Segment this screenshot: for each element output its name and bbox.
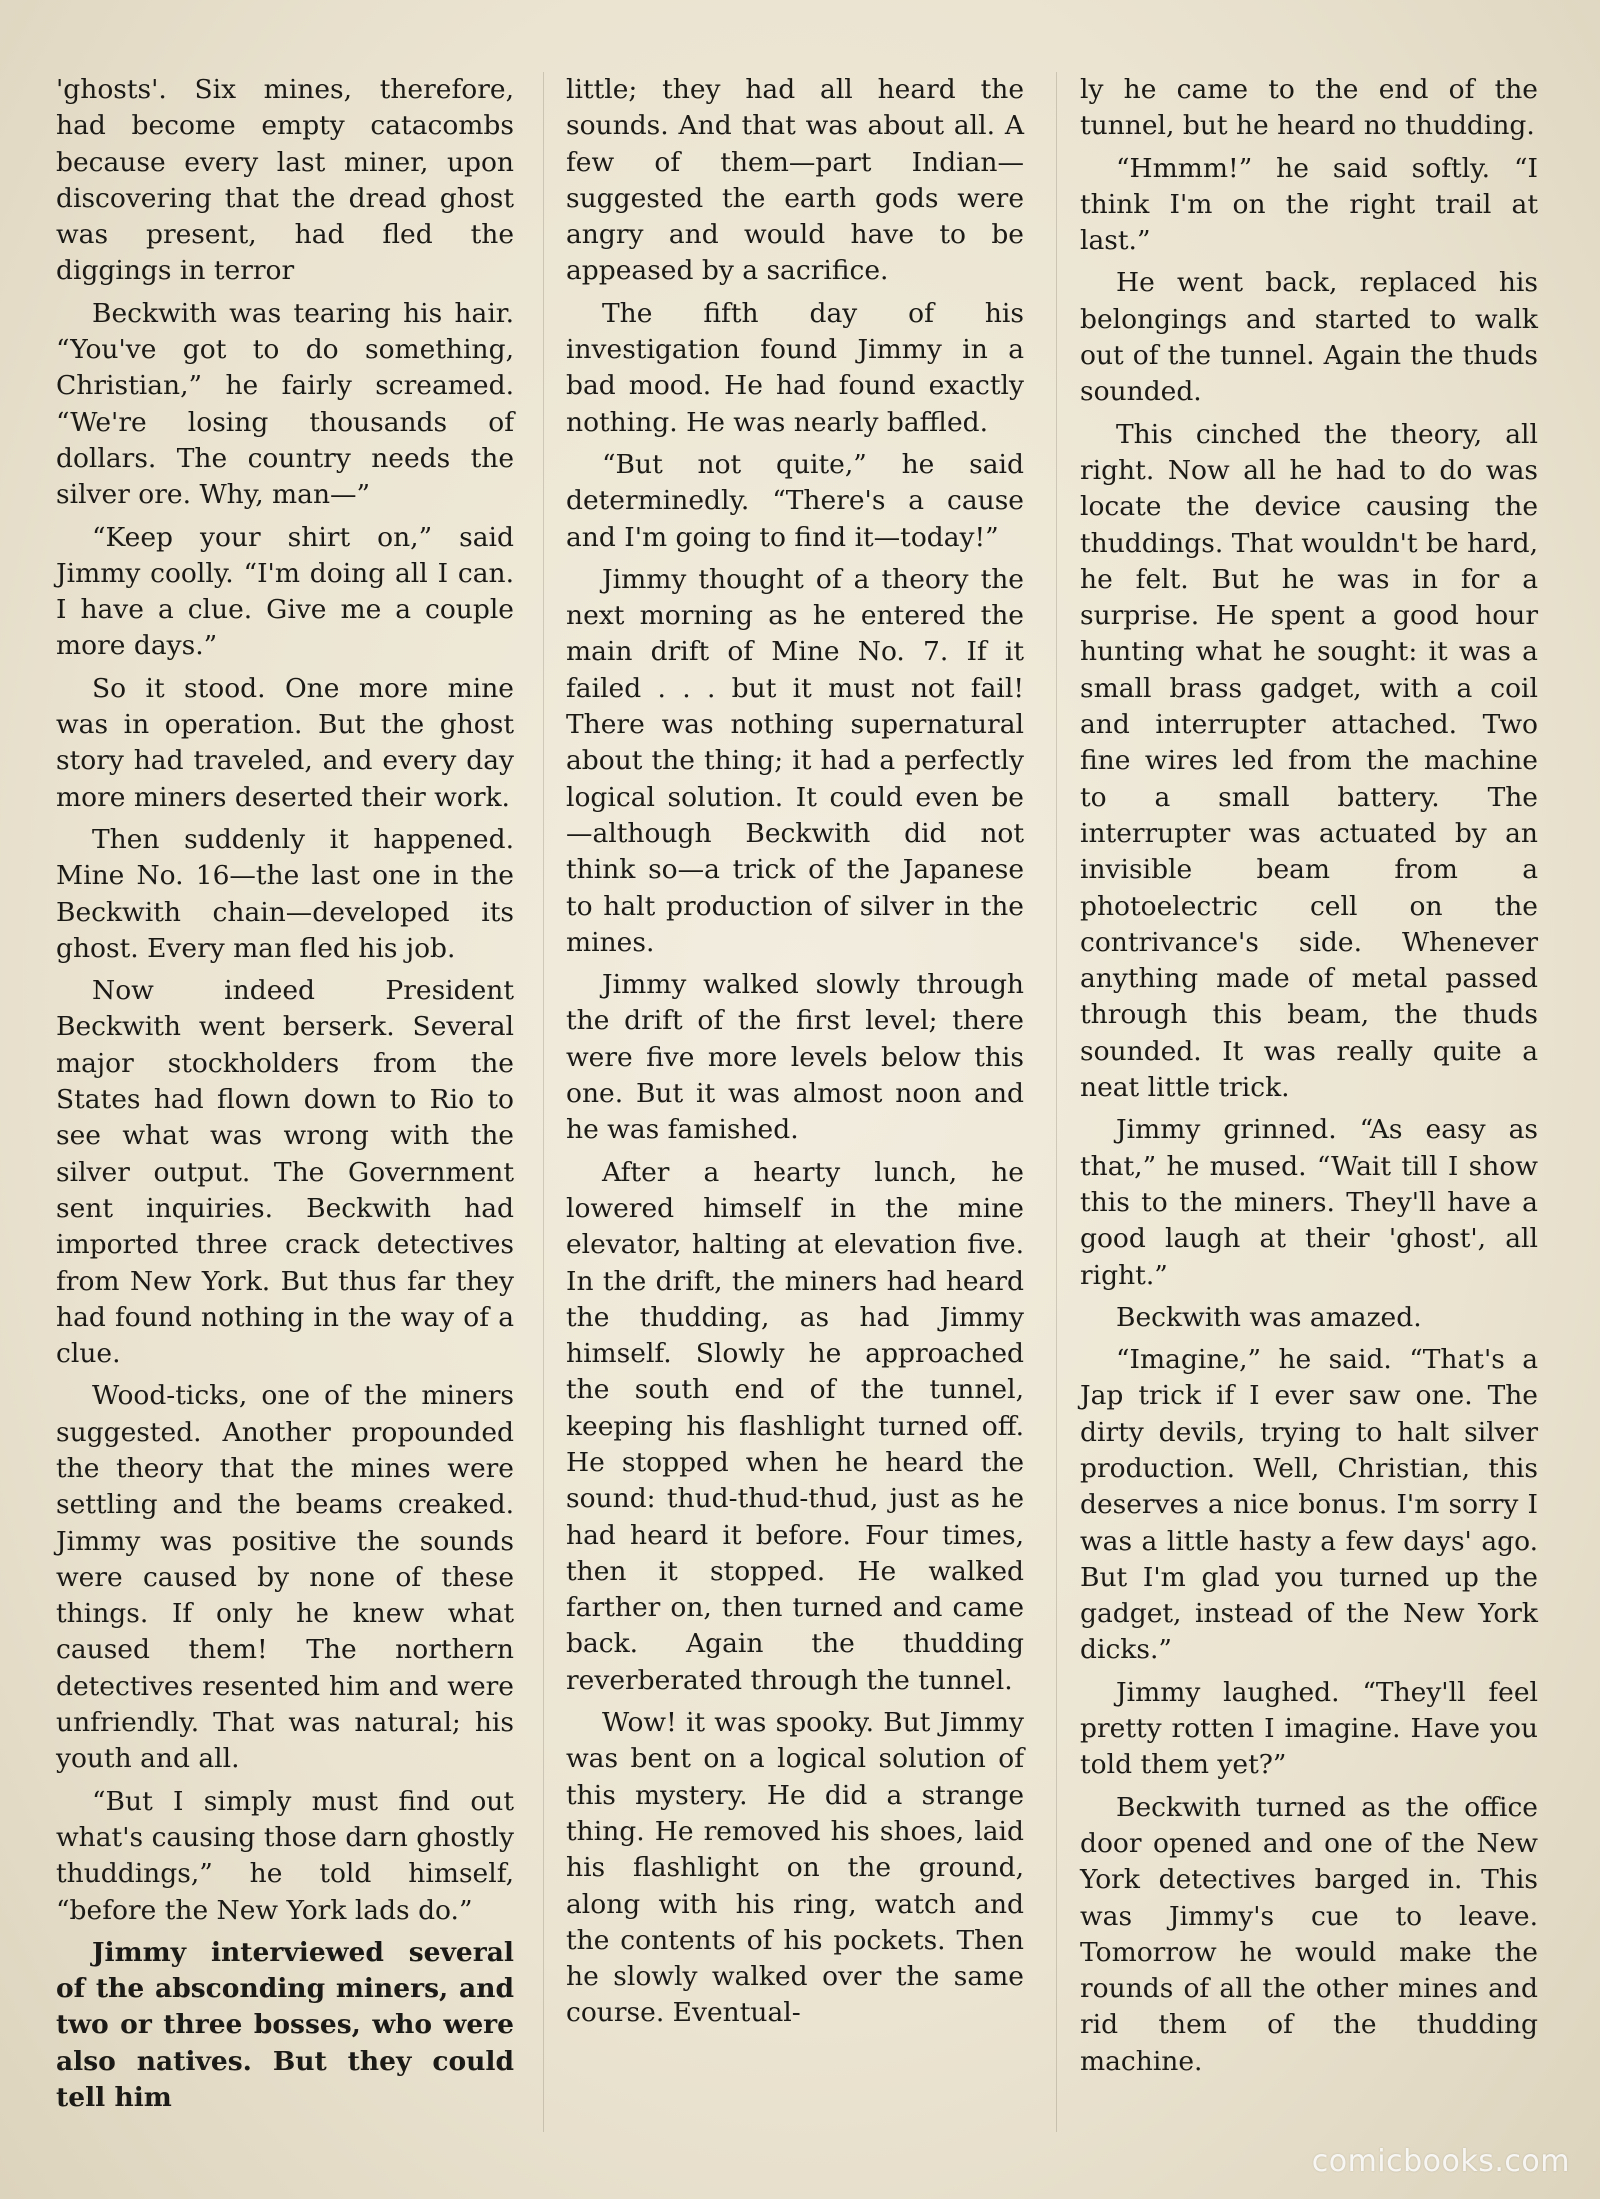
column-divider [1056, 72, 1057, 2132]
paragraph: Beckwith was amazed. [1116, 1301, 1422, 1333]
paragraph: Wow! it was spooky. But Jimmy was bent on a logical solution of this mystery. He did a strange thing. He removed his shoes, laid his flashlight on the ground, along with his ring, watch and the contents of his pockets. Then he slowly walked over the same course. Eventual- [566, 1707, 1024, 2029]
paragraph: Then suddenly it happened. Mine No. 16—the last one in the Beckwith chain—developed its ghost. Every man fled his job. [56, 823, 514, 964]
paragraph: little; they had all heard the sounds. And that was about all. A few of them—part Indian—suggested the earth gods were angry and would have to be appeased by a sacrifice. [566, 74, 1024, 287]
paragraph: Jimmy thought of a theory the next morning as he entered the main drift of Mine No. 7. If it failed . . . but it must not fail! There was nothing supernatural about the thing; it had a perfectly logical solution. It could even be—although Beckwith did not think so—a trick of the Japanese to halt production of silver in the mines. [566, 563, 1024, 958]
paragraph: Jimmy laughed. “They'll feel pretty rotten I imagine. Have you told them yet?” [1080, 1676, 1538, 1781]
column-divider [543, 72, 544, 2132]
text-column-3 [1080, 72, 1538, 2086]
paragraph: ly he came to the end of the tunnel, but he heard no thudding. [1080, 74, 1538, 142]
paragraph: This cinched the theory, all right. Now all he had to do was locate the device causing the thuddings. That wouldn't be hard, he felt. But he was in for a surprise. He spent a good hour hunting what he sought: it was a small brass gadget, with a coil and interrupter attached. Two fine wires led from the machine to a small battery. The interrupter was actuated by an invisible beam from a photoelectric cell on the contrivance's side. Whenever anything made of metal passed through this beam, the thuds sounded. It was really quite a neat little trick. [1080, 418, 1538, 1104]
paragraph: Beckwith turned as the office door opened and one of the New York detectives barged in. This was Jimmy's cue to leave. Tomorrow he would make the rounds of all the other mines and rid them of the thudding machine. [1080, 1791, 1538, 2077]
paragraph: “Hmmm!” he said softly. “I think I'm on the right trail at last.” [1080, 152, 1538, 257]
paragraph: 'ghosts'. Six mines, therefore, had become empty catacombs because every last miner, upon discovering that the dread ghost was present, had fled the diggings in terror [56, 74, 514, 287]
paragraph: He went back, replaced his belongings and started to walk out of the tunnel. Again the thuds sounded. [1080, 267, 1538, 408]
paragraph: Beckwith was tearing his hair. “You've got to do something, Christian,” he fairly screamed. “We're losing thousands of dollars. The country needs the silver ore. Why, man—” [56, 297, 514, 511]
paragraph: The fifth day of his investigation found Jimmy in a bad mood. He had found exactly nothing. He was nearly baffled. [566, 297, 1024, 438]
text-column-2 [566, 72, 1024, 2038]
paragraph: Jimmy grinned. “As easy as that,” he mused. “Wait till I show this to the miners. They'll have a good laugh at their 'ghost', all right.” [1080, 1114, 1538, 1291]
text-column-1 [56, 72, 514, 2122]
paragraph: “Keep your shirt on,” said Jimmy coolly. “I'm doing all I can. I have a clue. Give me a couple more days.” [56, 521, 514, 662]
paragraph: “But not quite,” he said determinedly. “There's a cause and I'm going to find it—today!” [566, 448, 1024, 553]
watermark: comicbooks.com [1311, 2144, 1570, 2179]
paragraph: Wood-ticks, one of the miners suggested. Another propounded the theory that the mines were settling and the beams creaked. Jimmy was positive the sounds were caused by none of these things. If only he knew what caused them! The northern detectives resented him and were unfriendly. That was natural; his youth and all. [56, 1380, 514, 1775]
paragraph: “Imagine,” he said. “That's a Jap trick if I ever saw one. The dirty devils, trying to halt silver production. Well, Christian, this deserves a nice bonus. I'm sorry I was a little hasty a few days' ago. But I'm glad you turned up the gadget, instead of the New York dicks.” [1080, 1344, 1538, 1666]
paragraph: After a hearty lunch, he lowered himself in the mine elevator, halting at elevation five. In the drift, the miners had heard the thudding, as had Jimmy himself. Slowly he approached the south end of the tunnel, keeping his flashlight turned off. He stopped when he heard the sound: thud-thud-thud, just as he had heard it before. Four times, then it stopped. He walked farther on, then turned and came back. Again the thudding reverberated through the tunnel. [566, 1156, 1024, 1696]
paragraph: Now indeed President Beckwith went berserk. Several major stockholders from the States had flown down to Rio to see what was wrong with the silver output. The Government sent inquiries. Beckwith had imported three crack detectives from New York. But thus far they had found nothing in the way of a clue. [56, 975, 514, 1370]
paragraph: Jimmy walked slowly through the drift of the first level; there were five more levels below this one. But it was almost noon and he was famished. [566, 969, 1024, 1146]
paragraph: So it stood. One more mine was in operation. But the ghost story had traveled, and every day more miners deserted their work. [56, 672, 514, 813]
paragraph: “But I simply must find out what's causing those darn ghostly thuddings,” he told himself, “before the New York lads do.” [56, 1785, 514, 1926]
paragraph: Jimmy interviewed several of the absconding miners, and two or three bosses, who were also natives. But they could tell him [56, 1936, 514, 2114]
